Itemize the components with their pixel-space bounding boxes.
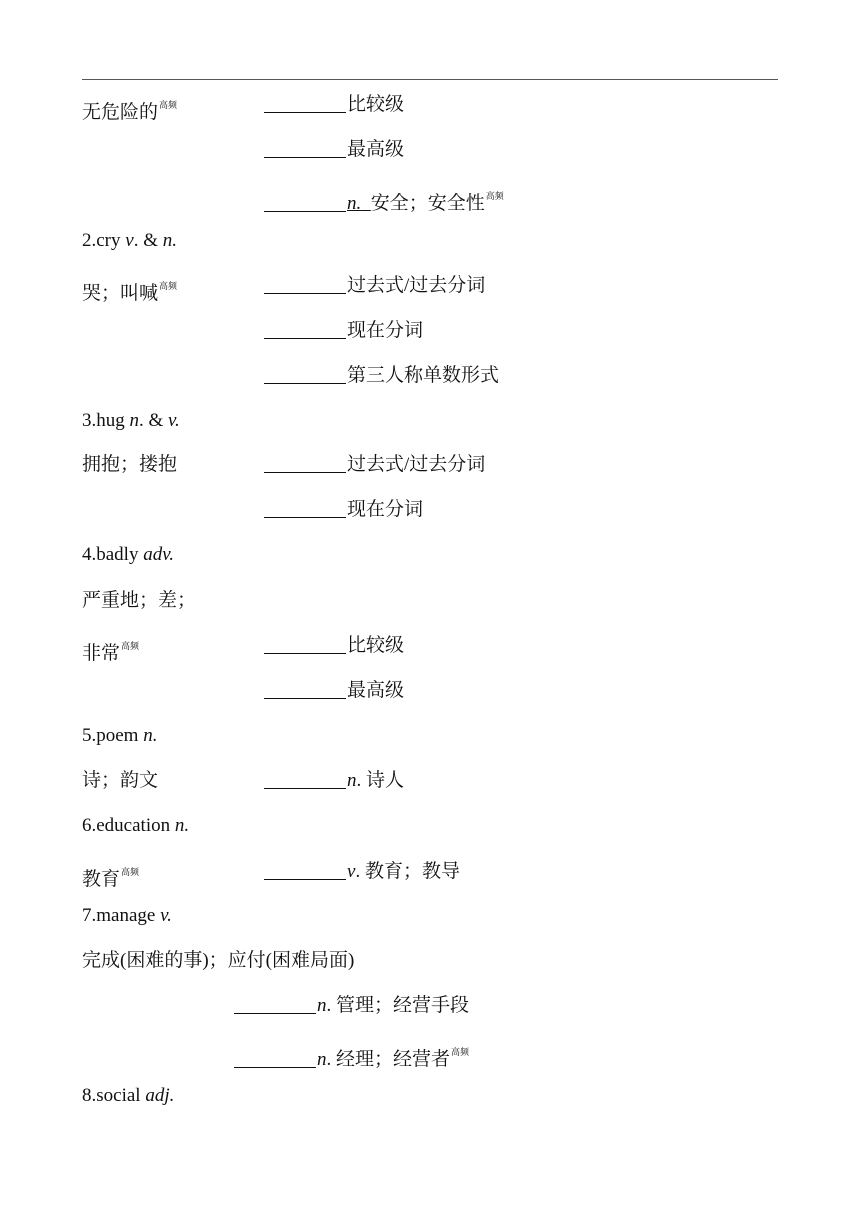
word-heading: 3.hug n. & v. (82, 410, 180, 431)
answer-blank[interactable] (264, 679, 346, 699)
answer-blank[interactable] (264, 274, 346, 294)
header-rule (82, 79, 778, 80)
entry-row (0, 318, 860, 344)
form-item: 第三人称单数形式 (264, 363, 499, 389)
high-frequency-mark: 高频 (121, 867, 140, 877)
answer-blank[interactable] (264, 364, 346, 384)
entry-row (0, 273, 860, 304)
form-item: n. 诗人 (264, 768, 404, 794)
meaning-text: 拥抱；搂抱 (82, 454, 178, 475)
meaning-text: 诗；韵文 (82, 770, 159, 791)
meaning-text: 完成(困难的事)；应付(困难局面) (82, 950, 355, 971)
word-heading: 8.social adj. (82, 1085, 175, 1106)
entry-row (0, 183, 860, 214)
answer-blank[interactable] (264, 634, 346, 654)
word-heading: 6.education n. (82, 815, 190, 836)
high-frequency-mark: 高频 (121, 641, 140, 651)
form-item: 最高级 (264, 678, 404, 704)
answer-blank[interactable] (264, 498, 346, 518)
entry-row (0, 363, 860, 389)
part-of-speech: n. (347, 193, 362, 214)
form-item: 最高级 (264, 137, 404, 163)
high-frequency-mark: 高频 (159, 281, 178, 291)
meaning-text: 哭；叫喊$^{高频}$ (82, 281, 178, 304)
part-of-speech: n (317, 1049, 327, 1070)
entry-row (0, 92, 860, 123)
entry-row (0, 137, 860, 163)
answer-blank[interactable] (264, 319, 346, 339)
entry-row (0, 859, 860, 890)
answer-blank[interactable] (264, 138, 346, 158)
answer-blank[interactable] (264, 769, 346, 789)
entry-row (0, 678, 860, 704)
meaning-text: 非常$^{高频}$ (82, 641, 140, 664)
entry-row (0, 452, 860, 478)
form-item: 比较级 (264, 633, 404, 659)
high-frequency-mark: 高频 (485, 191, 504, 201)
answer-blank[interactable] (264, 860, 346, 880)
meaning-text: 无危险的$^{高频}$ (82, 100, 178, 123)
part-of-speech: n (347, 770, 357, 791)
answer-blank[interactable] (264, 192, 346, 212)
form-item: n. 安全；安全性$^{高频}$ (264, 183, 504, 217)
form-item: v. 教育；教导 (264, 859, 460, 885)
entry-row (0, 993, 860, 1019)
form-item: 比较级 (264, 92, 404, 118)
part-of-speech: n (317, 995, 327, 1016)
entry-row (0, 1039, 860, 1070)
entry-row (0, 497, 860, 523)
entry-row (0, 633, 860, 664)
entry-row (0, 948, 860, 974)
part-of-speech: v (347, 861, 356, 882)
answer-blank[interactable] (234, 1048, 316, 1068)
word-heading: 5.poem n. (82, 725, 158, 746)
entry-row (0, 768, 860, 794)
meaning-text: 教育$^{高频}$ (82, 867, 140, 890)
form-item: 过去式/过去分词 (264, 273, 485, 299)
answer-blank[interactable] (264, 453, 346, 473)
entry-row (0, 588, 860, 614)
form-item: 现在分词 (264, 497, 423, 523)
word-heading: 2.cry v. & n. (82, 230, 177, 251)
answer-blank[interactable] (234, 994, 316, 1014)
form-item: n. 经理；经营者$^{高频}$ (234, 1039, 469, 1073)
word-heading: 4.badly adv. (82, 544, 174, 565)
form-item: 现在分词 (264, 318, 423, 344)
high-frequency-mark: 高频 (159, 100, 178, 110)
form-item: 过去式/过去分词 (264, 452, 485, 478)
high-frequency-mark: 高频 (451, 1047, 470, 1057)
word-heading: 7.manage v. (82, 905, 172, 926)
answer-blank[interactable] (264, 93, 346, 113)
meaning-text: 严重地；差； (82, 590, 197, 611)
form-item: n. 管理；经营手段 (234, 993, 469, 1019)
